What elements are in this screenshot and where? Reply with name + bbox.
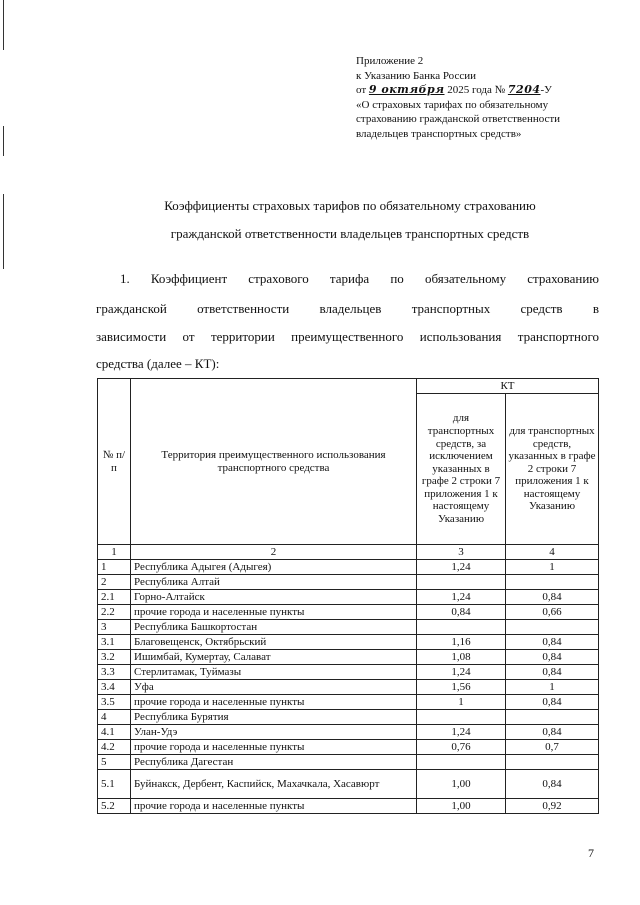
row-kt-value-special: 0,84	[506, 770, 599, 799]
row-kt-value: 1,08	[417, 650, 506, 665]
row-number: 2.2	[98, 605, 131, 620]
table-row	[98, 635, 599, 650]
row-territory: прочие города и населенные пункты	[131, 740, 417, 755]
row-number: 3.3	[98, 665, 131, 680]
row-kt-value-special	[506, 755, 599, 770]
table-row	[98, 560, 599, 575]
table-row	[98, 710, 599, 725]
row-number: 4.1	[98, 725, 131, 740]
row-kt-value-special	[506, 710, 599, 725]
row-kt-value: 1,56	[417, 680, 506, 695]
paragraph-line: зависимости от территории преимущественного использования транспортного	[96, 329, 599, 344]
row-territory: Республика Дагестан	[131, 755, 417, 770]
row-kt-value: 1,24	[417, 725, 506, 740]
row-number: 2	[98, 575, 131, 590]
scan-edge-mark	[3, 0, 4, 50]
header-territory: Территория преимущественного использования транспортного средства	[131, 379, 417, 545]
row-territory: Уфа	[131, 680, 417, 695]
row-kt-value	[417, 710, 506, 725]
appendix-line: страхованию гражданской ответственности	[356, 113, 561, 125]
table-row	[98, 799, 599, 814]
table-row	[98, 680, 599, 695]
row-territory: Республика Башкортостан	[131, 620, 417, 635]
row-kt-value: 1,24	[417, 590, 506, 605]
scan-edge-mark	[3, 194, 4, 269]
table-row	[98, 725, 599, 740]
row-kt-value: 1,16	[417, 635, 506, 650]
appendix-date-line	[356, 83, 560, 98]
row-kt-value	[417, 620, 506, 635]
row-territory: Горно-Алтайск	[131, 590, 417, 605]
col-number: 1	[98, 545, 131, 560]
row-kt-value: 1,24	[417, 560, 506, 575]
row-kt-value	[417, 575, 506, 590]
ot-label: от	[356, 84, 367, 96]
row-territory: прочие города и населенные пункты	[131, 605, 417, 620]
table-row	[98, 575, 599, 590]
row-kt-value-special: 0,84	[506, 590, 599, 605]
row-kt-value-special: 1	[506, 560, 599, 575]
appendix-line: «О страховых тарифах по обязательному	[356, 98, 549, 111]
year: 2025	[447, 84, 470, 96]
row-territory: Стерлитамак, Туймазы	[131, 665, 417, 680]
number-suffix: -У	[540, 84, 552, 96]
table-row	[98, 740, 599, 755]
col-number: 2	[131, 545, 417, 560]
row-number: 3.5	[98, 695, 131, 710]
appendix-line: Приложение 2	[356, 55, 424, 67]
row-kt-value-special: 0,84	[506, 635, 599, 650]
row-kt-value-special	[506, 575, 599, 590]
row-number: 3.2	[98, 650, 131, 665]
paragraph-line: гражданской ответственности владельцев транспортных средств в	[96, 301, 599, 316]
row-territory: Буйнакск, Дербент, Каспийск, Махачкала, Хасавюрт	[131, 770, 417, 799]
document-title-line1: Коэффициенты страховых тарифов по обязательному страхованию	[164, 198, 536, 213]
row-kt-value: 1,00	[417, 770, 506, 799]
table-row	[98, 755, 599, 770]
row-number: 2.1	[98, 590, 131, 605]
col-number: 3	[417, 545, 506, 560]
row-kt-value: 1	[417, 695, 506, 710]
table-row	[98, 620, 599, 635]
row-number: 1	[98, 560, 131, 575]
row-kt-value-special: 0,84	[506, 695, 599, 710]
row-territory: Благовещенск, Октябрьский	[131, 635, 417, 650]
table-row	[98, 770, 599, 799]
row-kt-value: 0,76	[417, 740, 506, 755]
row-kt-value-special: 0,66	[506, 605, 599, 620]
appendix-block	[356, 54, 560, 141]
row-number: 5.1	[98, 770, 131, 799]
column-numbers-row	[98, 545, 599, 560]
row-territory: прочие города и населенные пункты	[131, 799, 417, 814]
row-kt-value: 0,84	[417, 605, 506, 620]
page-number: 7	[588, 846, 594, 860]
row-territory: Республика Адыгея (Адыгея)	[131, 560, 417, 575]
row-territory: Республика Алтай	[131, 575, 417, 590]
row-kt-value-special: 0,84	[506, 650, 599, 665]
kt-table	[97, 378, 599, 814]
row-territory: Ишимбай, Кумертау, Салават	[131, 650, 417, 665]
row-number: 3.4	[98, 680, 131, 695]
appendix-line: к Указанию Банка России	[356, 69, 476, 82]
table-row	[98, 590, 599, 605]
header-col4: для транспортных средств, указанных в графе 2 строки 7 приложения 1 к настоящему Указанию	[506, 394, 599, 545]
table-row	[98, 665, 599, 680]
document-title-line2: гражданской ответственности владельцев транспортных средств	[170, 226, 530, 241]
header-num: № п/п	[98, 379, 131, 545]
row-number: 5	[98, 755, 131, 770]
row-number: 4.2	[98, 740, 131, 755]
table-row	[98, 695, 599, 710]
handwritten-number: 7204	[507, 83, 541, 96]
paragraph-line: 1. Коэффициент страхового тарифа по обязательному страхованию	[120, 271, 599, 286]
row-territory: Республика Бурятия	[131, 710, 417, 725]
col-number: 4	[506, 545, 599, 560]
row-kt-value: 1,24	[417, 665, 506, 680]
table-row	[98, 650, 599, 665]
scan-edge-mark	[3, 126, 4, 156]
row-kt-value	[417, 755, 506, 770]
row-kt-value-special: 0,84	[506, 665, 599, 680]
row-number: 4	[98, 710, 131, 725]
row-kt-value: 1,00	[417, 799, 506, 814]
header-col3: для транспортных средств, за исключением указанных в графе 2 строки 7 приложения 1 к настоящему Указанию	[417, 394, 506, 545]
row-number: 3	[98, 620, 131, 635]
row-kt-value-special: 0,7	[506, 740, 599, 755]
row-kt-value-special: 0,92	[506, 799, 599, 814]
row-territory: прочие города и населенные пункты	[131, 695, 417, 710]
row-territory: Улан-Удэ	[131, 725, 417, 740]
header-kt: КТ	[417, 379, 599, 394]
goda-label: года №	[471, 84, 506, 96]
row-kt-value-special	[506, 620, 599, 635]
table-row	[98, 605, 599, 620]
row-number: 3.1	[98, 635, 131, 650]
paragraph-line: средства (далее – КТ):	[96, 356, 220, 371]
appendix-line: владельцев транспортных средств»	[356, 127, 522, 140]
row-kt-value-special: 0,84	[506, 725, 599, 740]
row-kt-value-special: 1	[506, 680, 599, 695]
handwritten-date: 9 октября	[368, 83, 445, 96]
row-number: 5.2	[98, 799, 131, 814]
